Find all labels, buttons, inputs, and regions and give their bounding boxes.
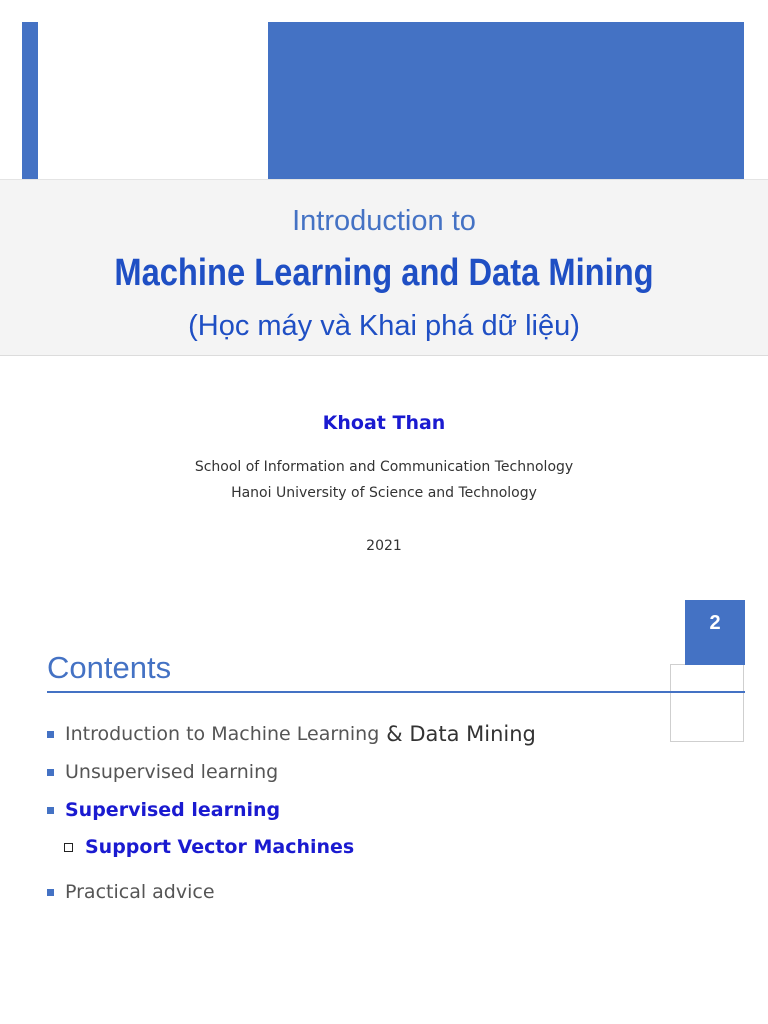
slide-number: 2: [685, 600, 745, 665]
affiliation-university: Hanoi University of Science and Technology: [231, 485, 537, 501]
list-item: [47, 761, 278, 783]
list-item-text: Unsupervised learning: [65, 761, 279, 783]
author-name: Khoat Than: [322, 412, 446, 434]
decorative-bar-right: [268, 22, 744, 179]
list-item: [47, 881, 215, 903]
title-main: Machine Learning and Data Mining: [114, 252, 654, 294]
sub-list-item: [64, 836, 354, 858]
list-item-suffix: & Data Mining: [386, 722, 536, 746]
affiliation-school: School of Information and Communication Technology: [194, 459, 574, 475]
square-bullet-icon: [47, 769, 54, 776]
title-rule: [47, 691, 745, 693]
title-intro: Introduction to: [292, 205, 476, 237]
list-item-text: Supervised learning: [65, 799, 281, 821]
contents-title: Contents: [47, 650, 172, 685]
square-bullet-icon: [47, 889, 54, 896]
list-item-highlighted: [47, 799, 280, 821]
slide-number-frame: [670, 664, 744, 742]
square-bullet-icon: [47, 731, 54, 738]
sub-list-item-text: Support Vector Machines: [85, 836, 355, 858]
hollow-square-bullet-icon: [64, 843, 73, 852]
title-vietnamese: (Học máy và Khai phá dữ liệu): [188, 310, 580, 342]
year: 2021: [366, 538, 402, 554]
list-item-text: Practical advice: [65, 881, 215, 903]
list-item-text: Introduction to Machine Learning: [65, 723, 380, 745]
decorative-bar-left: [22, 22, 38, 179]
square-bullet-icon: [47, 807, 54, 814]
list-item: [47, 722, 536, 746]
